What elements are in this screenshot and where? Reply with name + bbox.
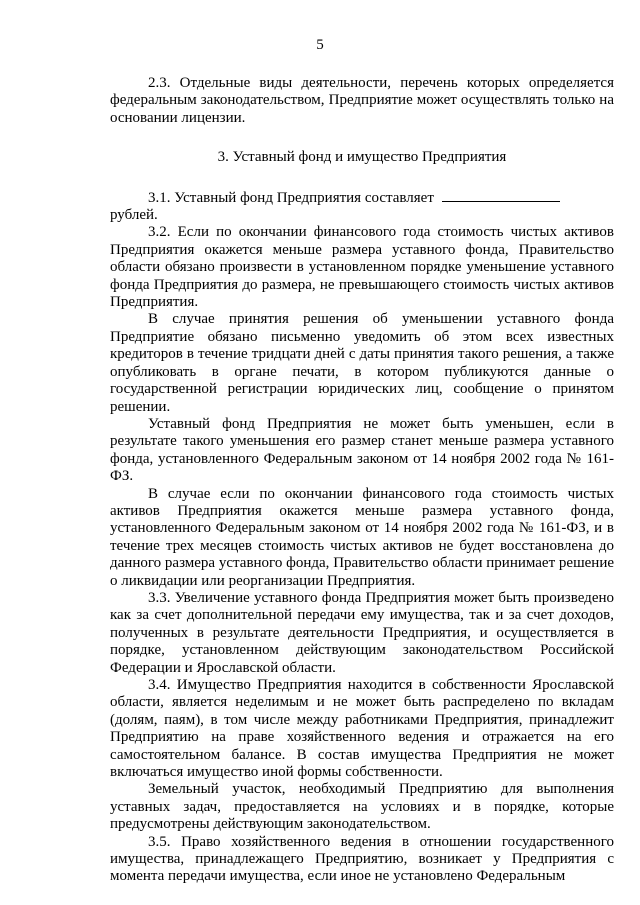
paragraph-3-1-suffix: рублей.: [110, 207, 158, 224]
document-body: [110, 75, 614, 886]
section-heading-3: 3. Уставный фонд и имущество Предприятия: [217, 149, 507, 166]
paragraph-3-2-reduction-limit: Уставный фонд Предприятия не может быть уменьшен, если в результате такого уменьшения его размер станет меньше размера уставного фонда, установленного Федеральным законом от 14 ноября 2002 года № 161-ФЗ.: [110, 415, 614, 485]
paragraph-3-2: 3.2. Если по окончании финансового года стоимость чистых активов Предприятия окажется меньше размера уставного фонда, Правительство области обязано произвести в установленном порядке уменьшение уставного фонда Предприятия до размера, не превышающего стоимость чистых активов Предприятия.: [110, 224, 614, 311]
paragraph-2-3: 2.3. Отдельные виды деятельности, перечень которых определяется федеральным законодательством, Предприятие может осуществлять только на основании лицензии.: [110, 75, 614, 126]
paragraph-3-5: 3.5. Право хозяйственного ведения в отношении государственного имущества, принадлежащего Предприятию, возникает у Предприятия с момента передачи имущества, если иное не установлено Федеральным: [110, 833, 614, 885]
paragraph-3-2-liquidation: В случае если по окончании финансового года стоимость чистых активов Предприятия окажется меньше размера уставного фонда, установленного Федеральным законом от 14 ноября 2002 года № 161-ФЗ, и в течение трех месяцев стоимость чистых активов не будет восстановлена до данного размера уставного фонда, Правительство области принимает решение о ликвидации или реорганизации Предприятия.: [110, 485, 614, 589]
paragraph-3-1-prefix: 3.1. Уставный фонд Предприятия составляет: [148, 189, 434, 206]
amount-blank-field: [442, 189, 560, 202]
paragraph-3-4-land: Земельный участок, необходимый Предприятию для выполнения уставных задач, предоставляется на условиях и в порядке, которые предусмотрены действующим законодательством.: [110, 781, 614, 833]
paragraph-3-3: 3.3. Увеличение уставного фонда Предприятия может быть произведено как за счет дополнительной передачи ему имущества, так и за счет доходов, полученных в результате деятельности Предприятия, и осуществляется в порядке, установленном действующим законодательством Российской Федерации и Ярославской области.: [110, 589, 614, 676]
paragraph-3-1: [110, 189, 614, 225]
page-number: 5: [316, 37, 324, 53]
paragraph-3-4: 3.4. Имущество Предприятия находится в собственности Ярославской области, является неделимым и не может быть распределено по вкладам (долям, паям), в том числе между работниками Предприятия, принадлежит Предприятию на праве хозяйственного ведения и отражается на его самостоятельном балансе. В состав имущества Предприятия не может включаться имущество иной формы собственности.: [110, 677, 614, 781]
paragraph-3-2-reduction-notice: В случае принятия решения об уменьшении уставного фонда Предприятие обязано письменно уведомить об этом всех известных кредиторов в течение тридцати дней с даты принятия такого решения, а также опубликовать в органе печати, в котором публикуются данные о государственной регистрации юридических лиц, сообщение о принятом решении.: [110, 311, 614, 415]
